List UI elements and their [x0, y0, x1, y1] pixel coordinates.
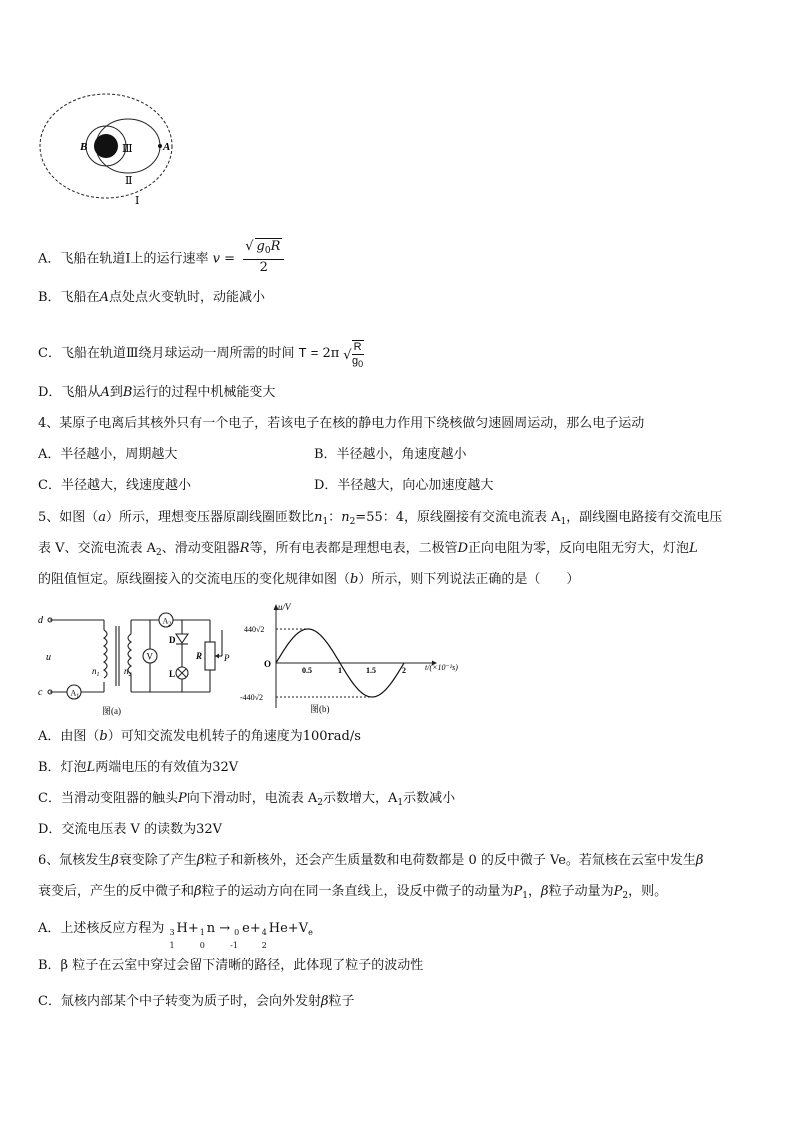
- q6-option-c: C．氚核内部某个中子转变为质子时，会向外发射β粒子: [38, 994, 355, 1009]
- label-III: Ⅲ: [122, 143, 133, 155]
- circuit-figure: [36, 606, 236, 722]
- q5-option-b: B．灯泡L两端电压的有效值为32V: [38, 760, 239, 775]
- label-v: V: [146, 651, 153, 662]
- q5-stem-line-2: 表 V、交流电流表 $A_2$、滑动变阻器R等，所有电表都是理想电表，二极管D正向电阻为零，反向电阻无穷大，灯泡L: [38, 541, 698, 558]
- label-II: Ⅱ: [125, 175, 133, 187]
- q4-stem: 4、某原子电离后其核外只有一个电子，若该电子在核的静电力作用下绕核做匀速圆周运动，那么电子运动: [38, 416, 645, 431]
- label-l: L: [169, 669, 176, 679]
- q4-option-d: D．半径越大，向心加速度越大: [314, 478, 494, 493]
- y-tick-label: -440√2: [240, 693, 264, 702]
- q4-option-c: C．半径越大，线速度越小: [38, 478, 191, 493]
- q3-option-b: B．飞船在A点处点火变轨时，动能减小: [38, 290, 265, 305]
- q6-stem-line-1: 6、氚核发生β衰变除了产生β粒子和新核外，还会产生质量数和电荷数都是 0 的反中微子 Ve。若氚核在云室中发生β: [38, 853, 704, 868]
- q6-option-b: B．β 粒子在云室中穿过会留下清晰的路径，此体现了粒子的波动性: [38, 958, 424, 973]
- q6-stem-line-2: 衰变后，产生的反中微子和β粒子的运动方向在同一条直线上，设反中微子的动量为$P_1$，β粒子动量为$P_2$，则。: [38, 884, 668, 901]
- label-B: B: [80, 141, 88, 153]
- voltage-waveform-chart: [240, 600, 470, 724]
- caption-a: 图(a): [102, 706, 121, 716]
- point-A: [158, 144, 162, 148]
- orbit-figure: [36, 86, 186, 216]
- q4-option-a: A．半径越小，周期越大: [38, 447, 178, 462]
- q5-option-a: A．由图（b）可知交流发电机转子的角速度为100rad/s: [38, 729, 361, 744]
- var-v: v: [212, 251, 221, 267]
- label-p: P: [224, 653, 230, 663]
- terminal-c: c: [38, 687, 43, 698]
- label-d: D: [169, 635, 176, 645]
- fraction-denominator: 2: [259, 260, 268, 275]
- x-tick-label: 0.5: [302, 666, 312, 675]
- label-u: u: [46, 652, 51, 663]
- point-B: [94, 144, 98, 148]
- equals-sign: =: [224, 251, 236, 267]
- label-I: Ⅰ: [135, 195, 140, 207]
- label-a2: $A_2$: [162, 616, 172, 628]
- q6-option-a: A．上述核反应方程为 3 1 H+ 1 0 n → 0 -1 e+ 4 2 $He+V_e$: [38, 921, 313, 950]
- q3-option-c: C．飞船在轨道Ⅲ绕月球运动一周所需的时间 T = 2π √ $\frac{R}{g_0}$: [38, 341, 364, 369]
- x-tick-label: 1: [338, 666, 342, 675]
- fraction-sqrt-g0R-over-2: [243, 238, 284, 276]
- caption-b: 图(b): [310, 704, 330, 714]
- q3-option-d: D．飞船从A到B运行的过程中机械能变大: [38, 385, 276, 400]
- y-tick-label: 440√2: [244, 625, 265, 634]
- label-a1: $A_1$: [70, 688, 80, 700]
- label-n2: $n_2$: [124, 666, 132, 678]
- q5-stem-line-1: 5、如图（a）所示，理想变压器原副线圈匝数比$n_1$：$n_2=55$：4，原线圈接有交流电流表 $A_1$，副线圈电路接有交流电压: [38, 510, 723, 527]
- label-r: R: [196, 651, 203, 661]
- origin-label: O: [264, 659, 272, 669]
- diode-symbol: [176, 634, 188, 643]
- x-tick-label: 2: [402, 666, 406, 675]
- q5-option-d: D．交流电压表 V 的读数为32V: [38, 822, 223, 837]
- q5-stem-line-3: 的阻值恒定。原线圈接入的交流电压的变化规律如图（b）所示，则下列说法正确的是（ ）: [38, 572, 580, 587]
- sqrt-R-over-g0: √ $\frac{R}{g_0}$: [343, 341, 364, 369]
- x-axis-label: t/(×10⁻²s): [425, 663, 458, 672]
- x-tick-label: 1.5: [366, 666, 376, 675]
- q5-option-c: C．当滑动变阻器的触头P向下滑动时，电流表 $A_2$示数增大，$A_1$示数减小: [38, 791, 456, 808]
- q3-option-a-text: A．飞船在轨道Ⅰ上的运行速率: [38, 251, 209, 267]
- label-A: A: [163, 141, 171, 153]
- terminal-d: d: [38, 615, 43, 626]
- q4-option-b: B．半径越小，角速度越小: [314, 447, 467, 462]
- fraction-numerator: √ $g_0R$: [243, 238, 284, 260]
- label-n1: $n_1$: [92, 666, 100, 678]
- q3-option-a: [38, 240, 284, 278]
- nuclear-equation: 3 1 H+ 1 0 n → 0 -1 e+ 4 2 $He+V_e$: [169, 921, 313, 950]
- y-axis-label: u/V: [278, 602, 291, 612]
